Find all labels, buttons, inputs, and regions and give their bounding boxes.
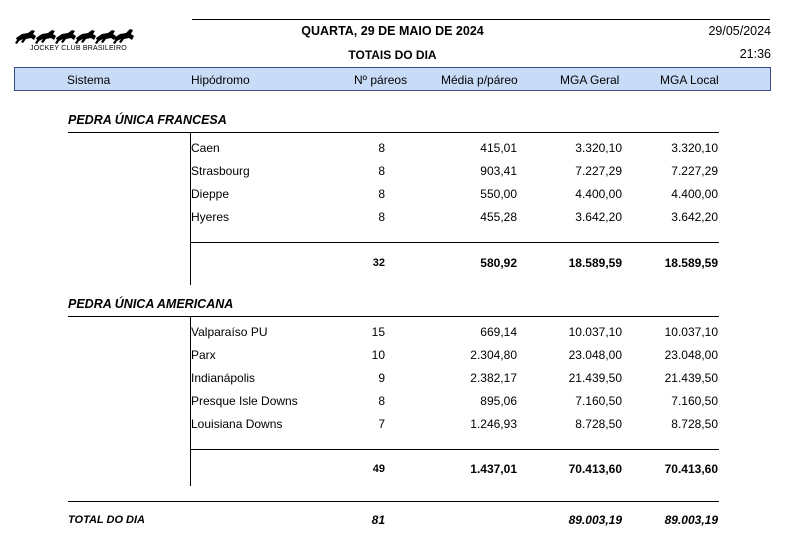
- mga-geral-cell: 4.400,00: [575, 187, 622, 201]
- table-row: [0, 325, 785, 343]
- report-subtitle: TOTAIS DO DIA: [348, 48, 437, 62]
- subtotal-rule: [190, 449, 719, 450]
- pareos-cell: 8: [378, 141, 385, 155]
- media-cell: 895,06: [480, 394, 517, 408]
- section-title: PEDRA ÚNICA AMERICANA: [68, 297, 234, 311]
- subtotal-rule: [190, 242, 719, 243]
- column-header-bar: [14, 67, 771, 91]
- total-row: [0, 513, 785, 531]
- subtotal-row: [0, 256, 785, 274]
- mga-local-cell: 3.642,20: [671, 210, 718, 224]
- media-cell: 669,14: [480, 325, 517, 339]
- mga-geral-cell: 23.048,00: [568, 348, 622, 362]
- table-row: [0, 164, 785, 182]
- subtotal-pareos: 32: [372, 257, 385, 269]
- media-cell: 1.246,93: [470, 417, 517, 431]
- total-rule: [68, 501, 719, 502]
- pareos-cell: 8: [378, 394, 385, 408]
- subtotal-mga-local: 70.413,60: [664, 462, 718, 476]
- table-row: [0, 394, 785, 412]
- total-mga-local: 89.003,19: [664, 513, 718, 527]
- subtotal-mga-geral: 18.589,59: [568, 256, 622, 270]
- total-label: TOTAL DO DIA: [68, 514, 145, 526]
- col-mga-geral: MGA Geral: [560, 73, 620, 87]
- subtotal-mga-geral: 70.413,60: [568, 462, 622, 476]
- mga-local-cell: 8.728,50: [671, 417, 718, 431]
- pareos-cell: 15: [371, 325, 385, 339]
- mga-local-cell: 21.439,50: [664, 371, 718, 385]
- hipodromo-cell: Strasbourg: [191, 164, 250, 178]
- mga-geral-cell: 21.439,50: [568, 371, 622, 385]
- hipodromo-cell: Parx: [191, 348, 216, 362]
- mga-geral-cell: 8.728,50: [575, 417, 622, 431]
- pareos-cell: 8: [378, 187, 385, 201]
- media-cell: 903,41: [480, 164, 517, 178]
- subtotal-row: [0, 462, 785, 480]
- mga-local-cell: 7.160,50: [671, 394, 718, 408]
- col-pareos: Nº páreos: [354, 73, 408, 87]
- section-title: PEDRA ÚNICA FRANCESA: [68, 113, 227, 127]
- header-top-rule: [192, 19, 770, 20]
- mga-local-cell: 7.227,29: [671, 164, 718, 178]
- subtotal-media: 580,92: [480, 256, 517, 270]
- report-title: QUARTA, 29 DE MAIO DE 2024: [301, 24, 484, 38]
- report-date: 29/05/2024: [708, 24, 771, 38]
- total-pareos: 81: [371, 513, 385, 527]
- table-row: [0, 417, 785, 435]
- table-row: [0, 141, 785, 159]
- mga-geral-cell: 3.320,10: [575, 141, 622, 155]
- col-media: Média p/páreo: [441, 73, 518, 87]
- media-cell: 2.304,80: [470, 348, 517, 362]
- hipodromo-cell: Valparaíso PU: [191, 325, 268, 339]
- col-sistema: Sistema: [67, 73, 111, 87]
- mga-local-cell: 4.400,00: [671, 187, 718, 201]
- total-mga-geral: 89.003,19: [568, 513, 622, 527]
- mga-geral-cell: 3.642,20: [575, 210, 622, 224]
- racehorses-icon: [14, 26, 136, 46]
- jockey-club-logo: [14, 26, 136, 56]
- section-rule: [68, 132, 719, 133]
- mga-local-cell: 3.320,10: [671, 141, 718, 155]
- table-row: [0, 210, 785, 228]
- mga-geral-cell: 7.160,50: [575, 394, 622, 408]
- hipodromo-cell: Indianápolis: [191, 371, 256, 385]
- mga-geral-cell: 7.227,29: [575, 164, 622, 178]
- hipodromo-cell: Caen: [191, 141, 220, 155]
- section-rule: [68, 316, 719, 317]
- media-cell: 550,00: [480, 187, 517, 201]
- pareos-cell: 10: [371, 348, 385, 362]
- mga-local-cell: 10.037,10: [664, 325, 718, 339]
- hipodromo-cell: Dieppe: [191, 187, 230, 201]
- hipodromo-cell: Presque Isle Downs: [191, 394, 298, 408]
- subtotal-media: 1.437,01: [470, 462, 517, 476]
- col-mga-local: MGA Local: [660, 73, 719, 87]
- hipodromo-cell: Louisiana Downs: [191, 417, 283, 431]
- table-row: [0, 371, 785, 389]
- media-cell: 455,28: [480, 210, 517, 224]
- table-row: [0, 187, 785, 205]
- mga-local-cell: 23.048,00: [664, 348, 718, 362]
- pareos-cell: 7: [378, 417, 385, 431]
- subtotal-pareos: 49: [372, 463, 385, 475]
- logo-text: JOCKEY CLUB BRASILEIRO: [30, 45, 127, 52]
- col-hipodromo: Hipódromo: [191, 73, 250, 87]
- media-cell: 415,01: [480, 141, 517, 155]
- pareos-cell: 8: [378, 164, 385, 178]
- report-time: 21:36: [739, 47, 771, 61]
- table-row: [0, 348, 785, 366]
- pareos-cell: 8: [378, 210, 385, 224]
- subtotal-mga-local: 18.589,59: [664, 256, 718, 270]
- media-cell: 2.382,17: [470, 371, 517, 385]
- mga-geral-cell: 10.037,10: [568, 325, 622, 339]
- pareos-cell: 9: [378, 371, 385, 385]
- hipodromo-cell: Hyeres: [191, 210, 230, 224]
